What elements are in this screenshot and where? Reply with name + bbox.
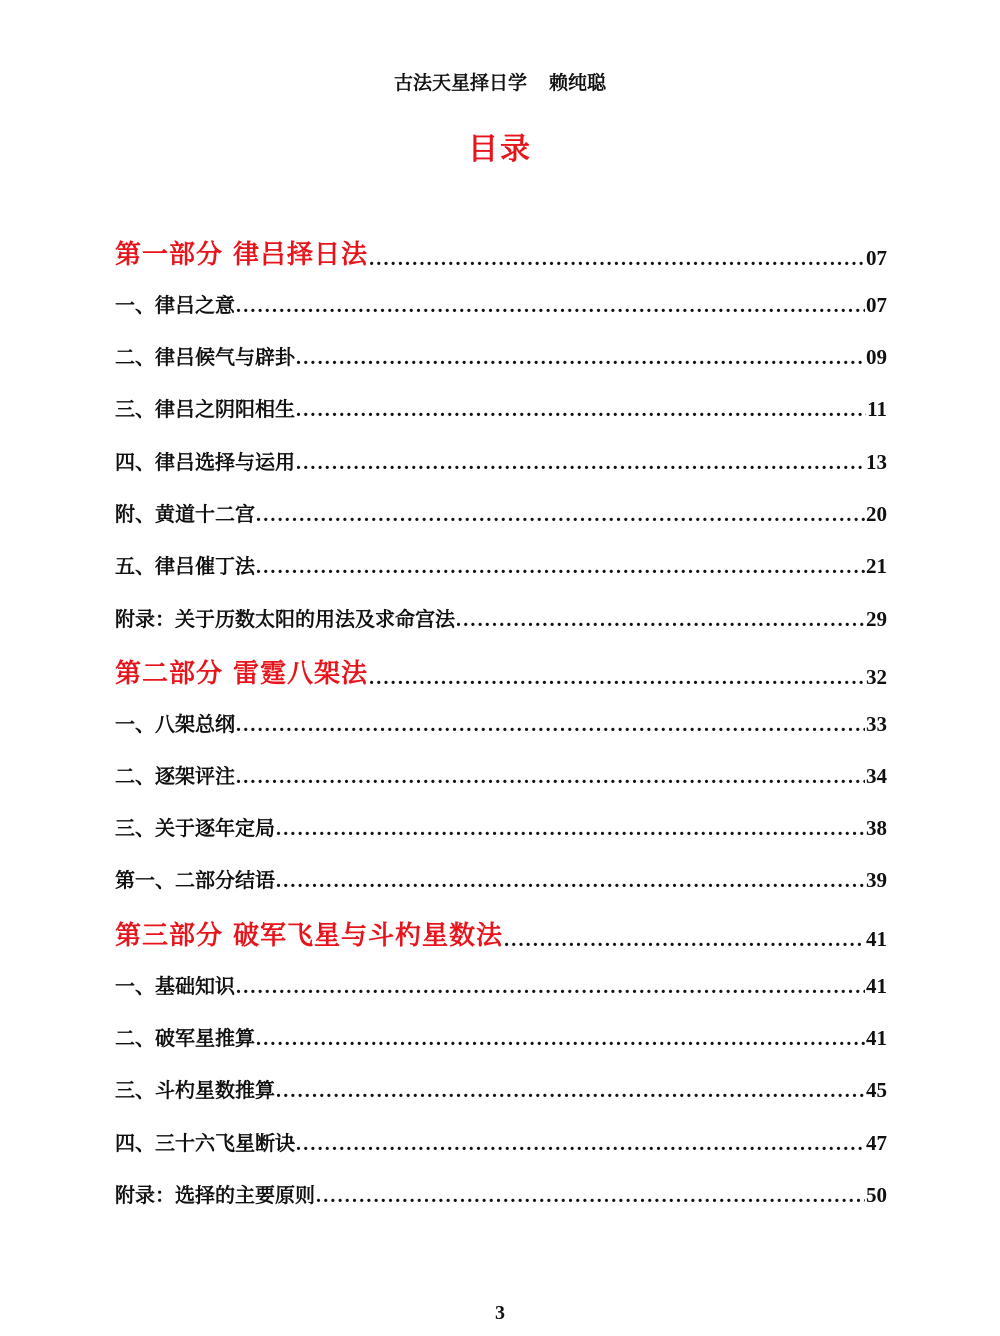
toc-label: 四、三十六飞星断诀 <box>115 1131 295 1155</box>
toc-item[interactable] <box>115 1127 887 1156</box>
toc-item[interactable] <box>115 760 887 789</box>
toc-page: 09 <box>866 345 887 369</box>
running-header <box>0 68 1000 95</box>
toc-label: 三、斗杓星数推算 <box>115 1078 275 1102</box>
leader-dots <box>504 929 865 952</box>
toc-item[interactable] <box>115 446 887 475</box>
toc-item[interactable] <box>115 550 887 579</box>
leader-dots <box>276 1080 865 1103</box>
toc-page: 38 <box>866 816 887 840</box>
toc-page: 41 <box>866 974 887 998</box>
toc-page: 34 <box>866 764 887 788</box>
leader-dots <box>369 667 865 690</box>
toc-page: 07 <box>866 246 887 270</box>
toc-label: 二、逐架评注 <box>115 764 235 788</box>
toc-title: 目录 <box>468 132 532 167</box>
leader-dots <box>256 556 865 579</box>
toc-page: 20 <box>866 502 887 526</box>
toc-label: 四、律吕选择与运用 <box>115 450 295 474</box>
toc-part-2[interactable] <box>115 653 887 690</box>
page-number: 3 <box>495 1302 505 1324</box>
toc-page: 41 <box>866 927 887 951</box>
toc-label: 附录：选择的主要原则 <box>115 1183 315 1207</box>
leader-dots <box>256 504 865 527</box>
leader-dots <box>276 818 865 841</box>
toc-item[interactable] <box>115 498 887 527</box>
leader-dots <box>236 295 865 318</box>
toc-page: 39 <box>866 868 887 892</box>
toc-page: 32 <box>866 665 887 689</box>
toc-label: 第一部分 律吕择日法 <box>115 240 369 270</box>
toc-item[interactable] <box>115 1022 887 1051</box>
leader-dots <box>276 870 865 893</box>
toc-page: 47 <box>866 1131 887 1155</box>
toc-label: 二、律吕候气与辟卦 <box>115 345 295 369</box>
toc-page: 21 <box>866 554 887 578</box>
toc-label: 附、黄道十二宫 <box>115 502 255 526</box>
toc-page: 11 <box>867 397 887 421</box>
leader-dots <box>236 766 865 789</box>
leader-dots <box>236 976 865 999</box>
leader-dots <box>296 347 865 370</box>
leader-dots <box>256 1028 865 1051</box>
leader-dots <box>296 452 865 475</box>
toc-page: 29 <box>866 607 887 631</box>
toc-page: 33 <box>866 712 887 736</box>
leader-dots <box>369 248 865 271</box>
leader-dots <box>236 714 865 737</box>
toc-label: 二、破军星推算 <box>115 1026 255 1050</box>
leader-dots <box>316 1185 865 1208</box>
toc-label: 第二部分 雷霆八架法 <box>115 659 369 689</box>
toc-item[interactable] <box>115 812 887 841</box>
toc-label: 三、律吕之阴阳相生 <box>115 397 295 421</box>
toc-label: 一、律吕之意 <box>115 293 235 317</box>
toc-item[interactable] <box>115 603 887 632</box>
toc-label: 一、八架总纲 <box>115 712 235 736</box>
leader-dots <box>456 609 865 632</box>
toc-label: 第三部分 破军飞星与斗杓星数法 <box>115 921 504 951</box>
author-name: 赖纯聪 <box>549 72 607 94</box>
toc-item[interactable] <box>115 970 887 999</box>
toc-page: 45 <box>866 1078 887 1102</box>
leader-dots <box>296 1133 865 1156</box>
toc-label: 附录：关于历数太阳的用法及求命宫法 <box>115 607 455 631</box>
toc-page: 13 <box>866 450 887 474</box>
toc-page: 50 <box>866 1183 887 1207</box>
toc-page: 07 <box>866 293 887 317</box>
toc-label: 三、关于逐年定局 <box>115 816 275 840</box>
toc-label: 第一、二部分结语 <box>115 868 275 892</box>
toc-part-3[interactable] <box>115 915 887 952</box>
toc-item[interactable] <box>115 864 887 893</box>
toc-item[interactable] <box>115 289 887 318</box>
toc-item[interactable] <box>115 708 887 737</box>
toc-item[interactable] <box>115 341 887 370</box>
toc-label: 五、律吕催丁法 <box>115 554 255 578</box>
book-title: 古法天星择日学 <box>393 72 527 94</box>
toc-label: 一、基础知识 <box>115 974 235 998</box>
toc-item[interactable] <box>115 393 887 422</box>
leader-dots <box>296 399 866 422</box>
toc-item[interactable] <box>115 1074 887 1103</box>
toc-page: 41 <box>866 1026 887 1050</box>
toc-item[interactable] <box>115 1179 887 1208</box>
toc-part-1[interactable] <box>115 234 887 271</box>
